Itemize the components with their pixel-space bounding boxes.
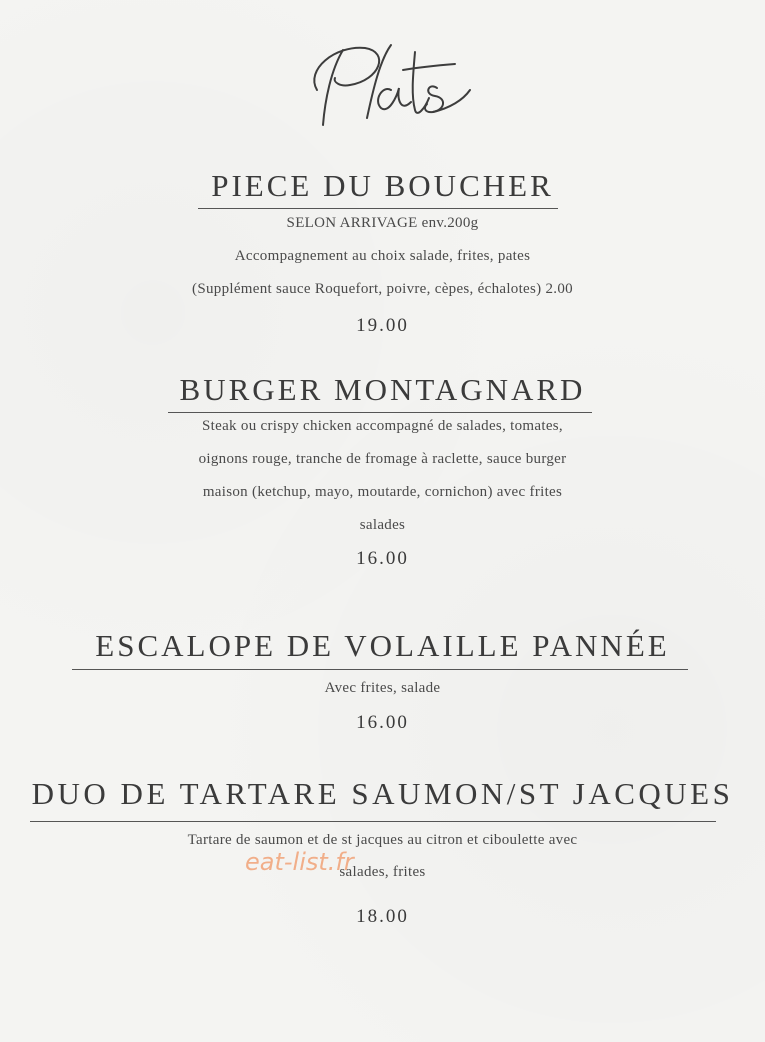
section-description-line: Accompagnement au choix salade, frites, pates [234, 248, 531, 264]
section-heading-duo-tartare: DUO DE TARTARE SAUMON/ST JACQUES [31, 776, 734, 811]
section-heading-piece-du-boucher: PIECE DU BOUCHER [211, 168, 554, 203]
heading-underline [198, 208, 558, 209]
section-heading-burger-montagnard: BURGER MONTAGNARD [179, 372, 586, 407]
heading-underline [72, 669, 688, 670]
section-description-line: (Supplément sauce Roquefort, poivre, cèpes, échalotes) 2.00 [192, 281, 573, 297]
section-description-line: Avec frites, salade [324, 680, 441, 696]
watermark-logo: eat-list.fr [245, 848, 354, 876]
section-description-line: salades, frites [339, 864, 426, 880]
section-description-line: maison (ketchup, mayo, moutarde, cornichon) avec frites [202, 484, 563, 500]
section-price: 16.00 [356, 712, 409, 733]
section-description-line: Tartare de saumon et de st jacques au citron et ciboulette avec [187, 832, 578, 848]
section-price: 18.00 [356, 906, 409, 927]
heading-underline [168, 412, 592, 413]
section-heading-escalope: ESCALOPE DE VOLAILLE PANNÉE [95, 628, 670, 663]
page-title-script [295, 30, 475, 145]
page-title: Plats [295, 30, 298, 31]
section-price: 16.00 [356, 548, 409, 569]
section-description-line: SELON ARRIVAGE env.200g [286, 215, 479, 231]
section-price: 19.00 [356, 315, 409, 336]
section-description-line: oignons rouge, tranche de fromage à raclette, sauce burger [198, 451, 567, 467]
section-description-line: Steak ou crispy chicken accompagné de salades, tomates, [202, 418, 563, 434]
heading-underline [30, 821, 716, 822]
section-description-line: salades [359, 517, 406, 533]
